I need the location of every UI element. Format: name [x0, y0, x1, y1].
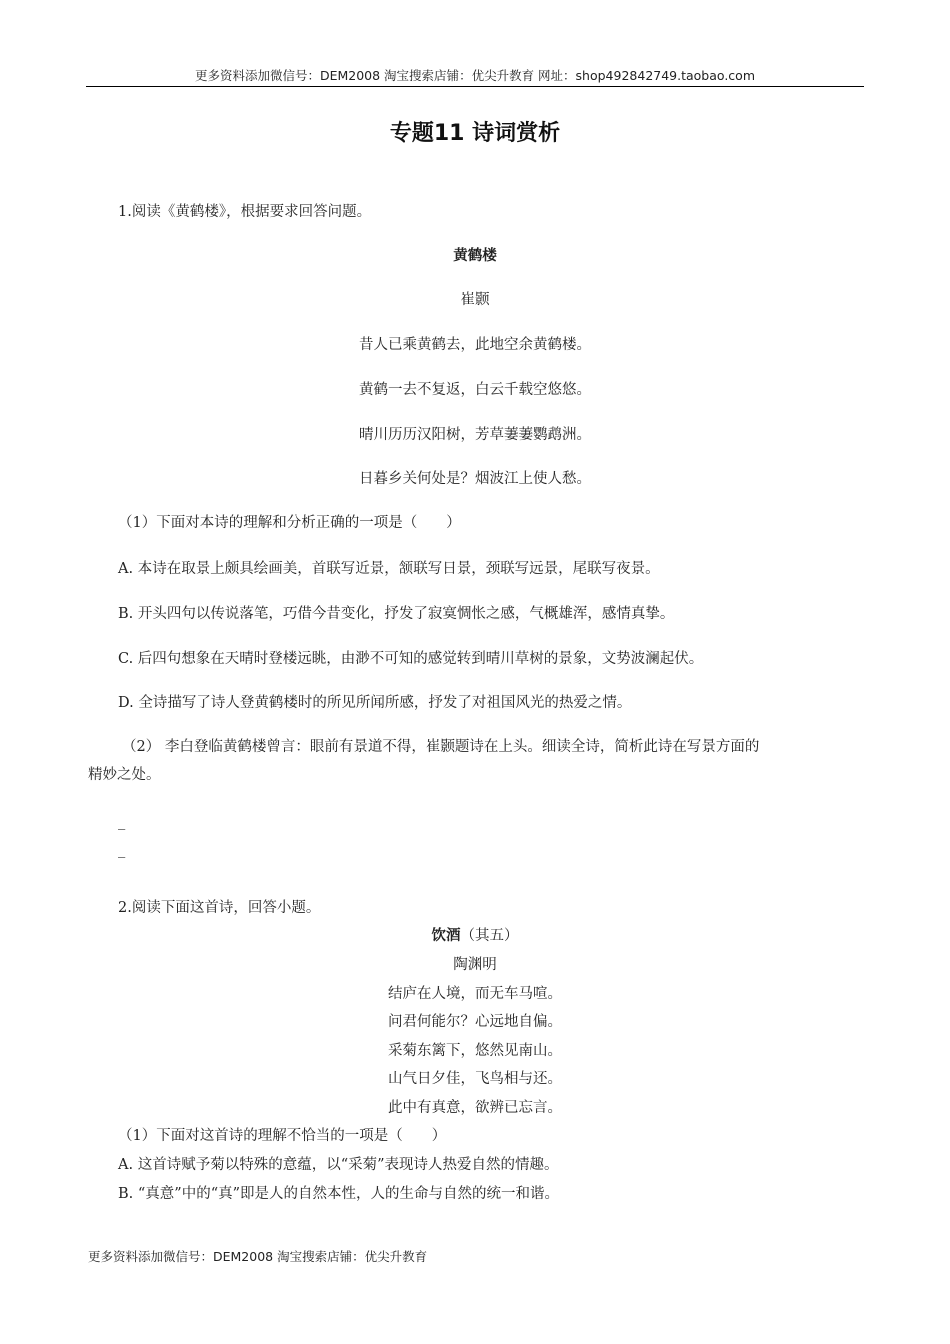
- header-divider: [86, 86, 864, 87]
- q2-poem-line: 此中有真意，欲辨已忘言。: [388, 1100, 562, 1116]
- q2-poem-line: 结庐在人境，而无车马喧。: [388, 986, 562, 1002]
- q1-intro: 1.阅读《黄鹤楼》，根据要求回答问题。: [118, 204, 372, 220]
- page-title: 专题11 诗词赏析: [389, 121, 561, 146]
- q2-poem-line: 问君何能尔？心远地自偏。: [388, 1014, 562, 1030]
- q2-poem-line: 采菊东篱下，悠然见南山。: [388, 1043, 562, 1059]
- q1-poem-line: 晴川历历汉阳树，芳草萋萋鹦鹉洲。: [359, 427, 591, 443]
- q1-poem-author: 崔颢: [460, 292, 490, 308]
- q2-option-a: A. 这首诗赋予菊以特殊的意蕴，以“采菊”表现诗人热爱自然的情趣。: [118, 1157, 559, 1173]
- q1-sub2-question-cont: 精妙之处。: [88, 767, 161, 783]
- answer-blank: _: [118, 842, 126, 858]
- q1-option-a: A. 本诗在取景上颇具绘画美，首联写近景，颔联写日景，颈联写远景，尾联写夜景。: [118, 561, 660, 577]
- q2-poem-title: 饮酒: [431, 928, 461, 944]
- q2-intro: 2.阅读下面这首诗，回答小题。: [118, 900, 321, 916]
- q1-sub2-question: （2） 李白登临黄鹤楼曾言：眼前有景道不得，崔颢题诗在上头。细读全诗，简析此诗在写景方面的: [122, 739, 760, 755]
- q1-option-b: B. 开头四句以传说落笔，巧借今昔变化，抒发了寂寞惆怅之感，气概雄浑，感情真挚。: [118, 606, 675, 622]
- page-header: 更多资料添加微信号：DEM2008 淘宝搜索店铺：优尖升教育 网址：shop492842749.taobao.com: [194, 68, 756, 83]
- q1-poem-title: 黄鹤楼: [453, 248, 497, 264]
- q2-poem-author: 陶渊明: [453, 957, 497, 973]
- q1-poem-line: 昔人已乘黄鹤去，此地空余黄鹤楼。: [359, 337, 591, 353]
- q1-poem-line: 黄鹤一去不复返，白云千载空悠悠。: [359, 382, 591, 398]
- q1-sub1-question: （1）下面对本诗的理解和分析正确的一项是（ ）: [118, 515, 461, 531]
- q1-poem-line: 日暮乡关何处是？烟波江上使人愁。: [359, 471, 591, 487]
- q2-option-b: B. “真意”中的“真”即是人的自然本性，人的生命与自然的统一和谐。: [118, 1186, 560, 1202]
- q1-option-c: C. 后四句想象在天晴时登楼远眺，由渺不可知的感觉转到晴川草树的景象，文势波澜起伏。: [118, 651, 704, 667]
- answer-blank: _: [118, 814, 126, 830]
- q2-poem-heading: [0, 926, 950, 946]
- q2-poem-title-suffix: （其五）: [460, 928, 519, 944]
- q2-poem-line: 山气日夕佳，飞鸟相与还。: [388, 1071, 562, 1087]
- q2-sub1-question: （1）下面对这首诗的理解不恰当的一项是（ ）: [118, 1128, 447, 1144]
- page-footer: 更多资料添加微信号：DEM2008 淘宝搜索店铺：优尖升教育: [88, 1249, 428, 1264]
- q1-option-d: D. 全诗描写了诗人登黄鹤楼时的所见所闻所感，抒发了对祖国风光的热爱之情。: [118, 695, 632, 711]
